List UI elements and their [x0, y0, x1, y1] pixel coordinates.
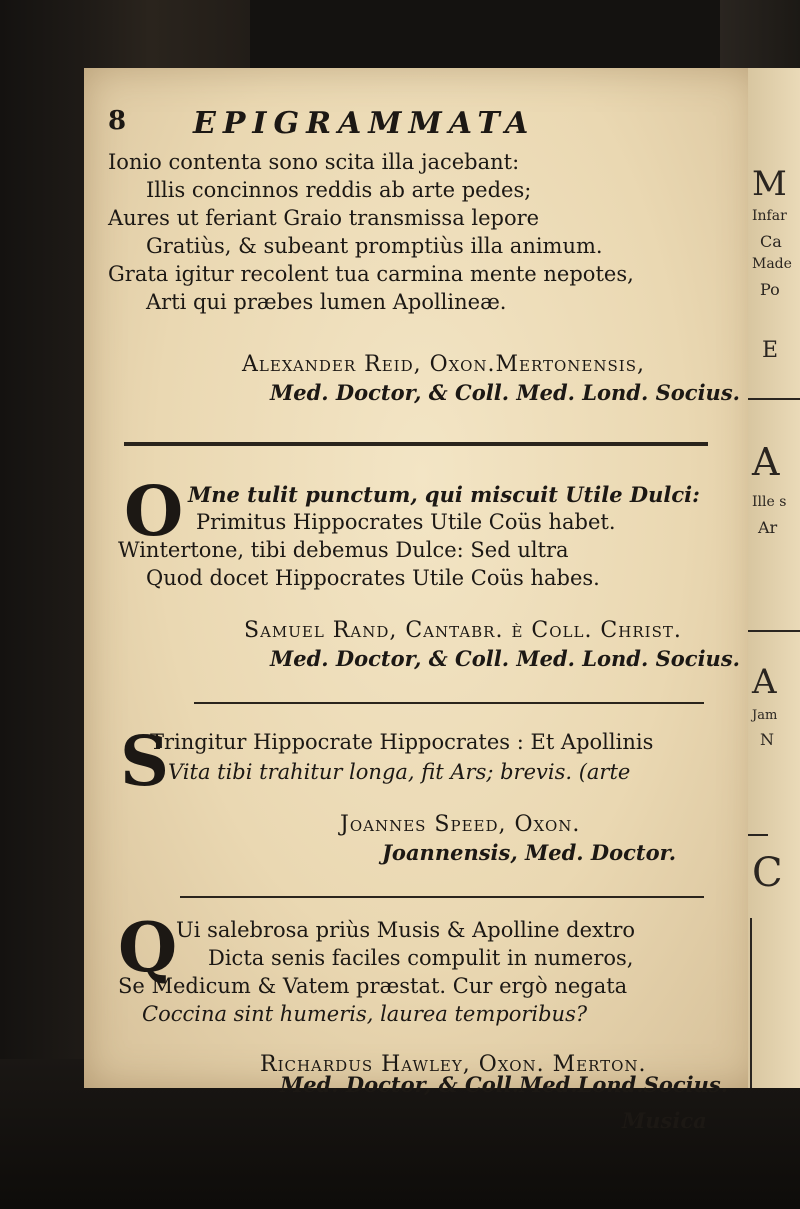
author-credentials: Med. Doctor, & Coll. Med. Lond. Socius.: [270, 646, 740, 671]
verse-line: Arti qui præbes lumen Apollineæ.: [146, 290, 507, 314]
book-page: [84, 68, 760, 1088]
page-header: [108, 106, 628, 146]
fragment-text: N: [760, 730, 774, 749]
verse-line: Illis concinnos reddis ab arte pedes;: [146, 178, 532, 202]
author-credentials: Med. Doctor, & Coll.Med.Lond.Socius.: [280, 1072, 729, 1097]
fragment-text: Jam: [752, 708, 778, 723]
section-divider: [194, 702, 704, 704]
verse-line: Ui salebrosa priùs Musis & Apolline dextro: [176, 918, 636, 942]
section-divider: [180, 896, 704, 898]
verse-line: Grata igitur recolent tua carmina mente nepotes,: [108, 262, 634, 286]
page-number: 8: [108, 106, 127, 136]
verse-line: Dicta senis faciles compulit in numeros,: [208, 946, 634, 970]
verse-line: Ionio contenta sono scita illa jacebant:: [108, 150, 520, 174]
author-credentials: Med. Doctor, & Coll. Med. Lond. Socius.: [270, 380, 740, 405]
verse-line: Gratiùs, & subeant promptiùs illa animum.: [146, 234, 603, 258]
author-signature: Richardus Hawley, Oxon. Merton.: [260, 1052, 647, 1077]
fragment-text: Made: [752, 256, 792, 272]
fragment-rule: [748, 398, 800, 400]
drop-cap: Q: [118, 908, 178, 988]
verse-line: Tringitur Hippocrate Hippocrates : Et Apollinis: [150, 730, 654, 754]
fragment-rule: [750, 918, 752, 1088]
verse-line: Primitus Hippocrates Utile Coüs habet.: [196, 510, 616, 534]
author-signature: Joannes Speed, Oxon.: [340, 812, 581, 837]
fragment-text: Infar: [752, 208, 787, 224]
running-head: EPIGRAMMATA: [193, 106, 536, 141]
adjacent-page-edge: [748, 68, 800, 1088]
fragment-text: E: [762, 338, 779, 363]
verse-line: Coccina sint humeris, laurea temporibus?: [142, 1002, 588, 1026]
fragment-text: Ar: [758, 518, 778, 537]
fragment-text: Po: [760, 280, 780, 299]
verse-line: Wintertone, tibi debemus Dulce: Sed ultra: [118, 538, 569, 562]
verse-line: Quod docet Hippocrates Utile Coüs habes.: [146, 566, 600, 590]
author-signature: Samuel Rand, Cantabr. è Coll. Christ.: [244, 618, 682, 643]
fragment-text: A: [752, 440, 780, 484]
fragment-rule: [748, 834, 768, 836]
verse-line: Aures ut feriant Graio transmissa lepore: [108, 206, 540, 230]
section-divider: [124, 442, 708, 446]
fragment-text: Ca: [760, 232, 782, 251]
author-credentials: Joannensis, Med. Doctor.: [382, 840, 677, 865]
fragment-text: Ille s: [752, 494, 787, 510]
drop-cap: S: [120, 722, 170, 802]
catchword: Musica: [622, 1108, 707, 1133]
verse-line: Se Medicum & Vatem præstat. Cur ergò negata: [118, 974, 628, 998]
drop-cap: O: [124, 472, 184, 552]
fragment-text: M: [752, 164, 787, 204]
fragment-text: C: [752, 850, 783, 896]
author-signature: Alexander Reid, Oxon.Mertonensis,: [242, 352, 645, 377]
verse-line: Vita tibi trahitur longa, fit Ars; brevis. (arte: [168, 760, 631, 784]
fragment-text: A: [752, 662, 777, 702]
verse-line: Mne tulit punctum, qui miscuit Utile Dulci:: [188, 482, 700, 507]
fragment-rule: [748, 630, 800, 632]
